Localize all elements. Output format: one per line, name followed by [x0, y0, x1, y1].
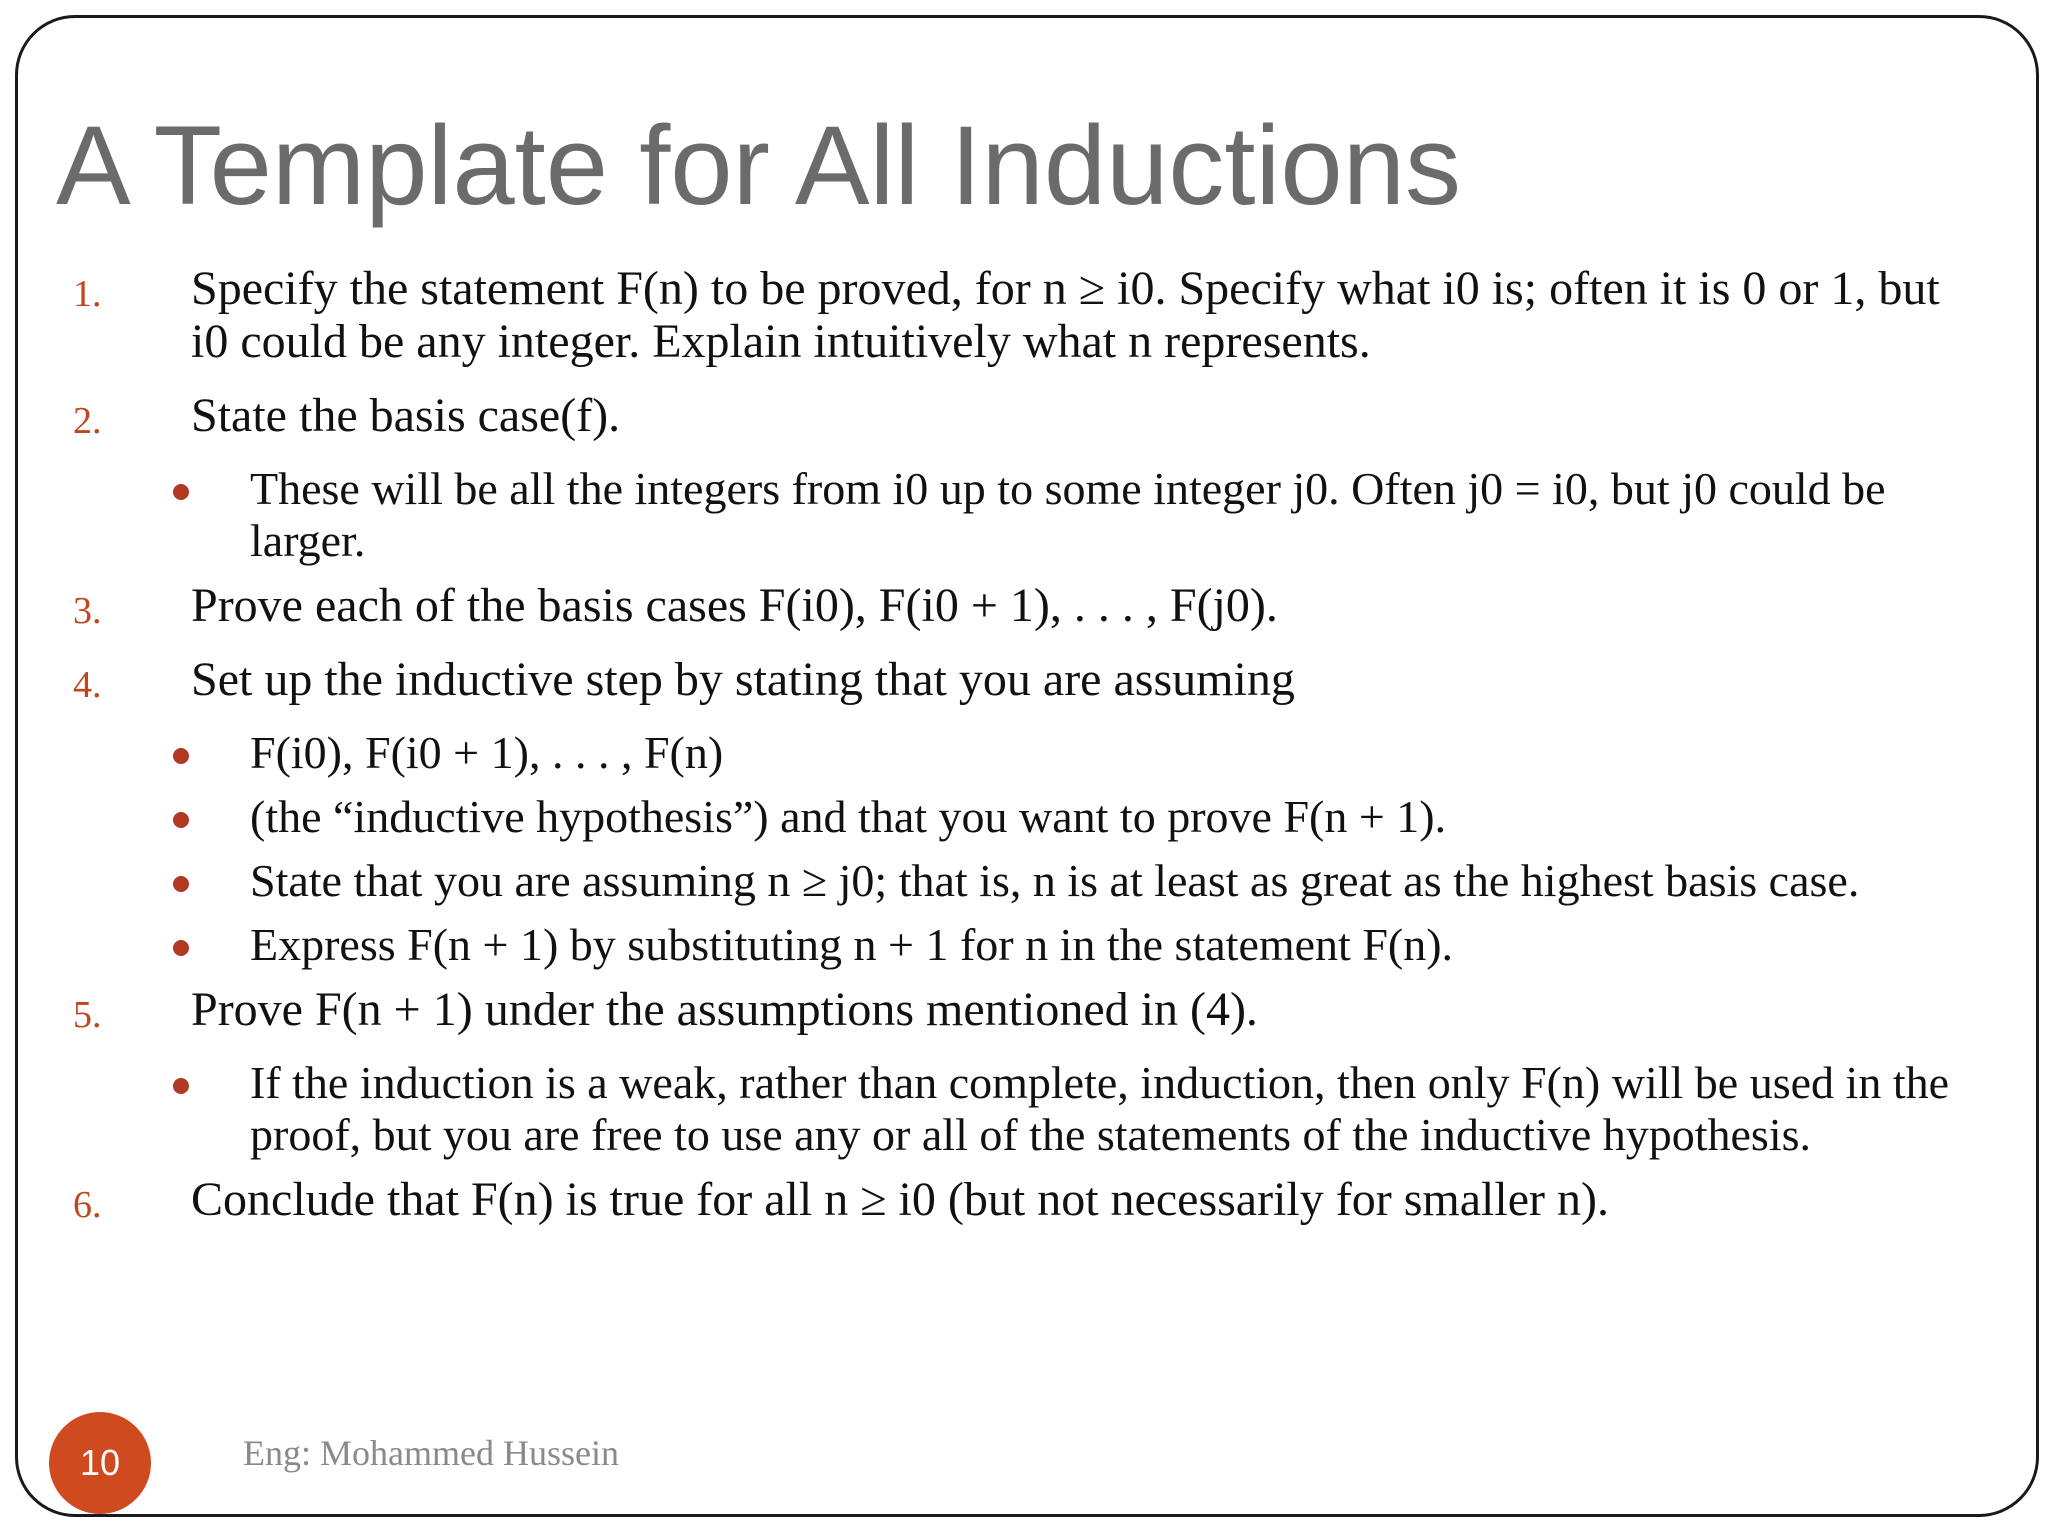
numbered-item-2	[58, 389, 1958, 442]
numbered-item-4	[58, 653, 1958, 706]
item-text: Conclude that F(n) is true for all n ≥ i0 (but not necessarily for smaller n).	[191, 1173, 1609, 1226]
bullet-dot	[173, 748, 189, 764]
bullet-dot	[173, 484, 189, 500]
item-number: 5.	[73, 994, 102, 1036]
slide-body	[58, 262, 1958, 1247]
bullet-item	[58, 1057, 1958, 1161]
bullet-item	[58, 463, 1958, 567]
bullet-item	[58, 791, 1958, 843]
bullet-dot	[173, 1078, 189, 1094]
bullet-text: If the induction is a weak, rather than complete, induction, then only F(n) will be used in the proof, but you are free to use any or all of the statements of the inductive hypothesis.	[250, 1057, 1950, 1160]
bullet-dot	[173, 812, 189, 828]
item-number: 1.	[73, 273, 102, 315]
bullet-item	[58, 919, 1958, 971]
bullet-dot	[173, 876, 189, 892]
bullet-text: Express F(n + 1) by substituting n + 1 for n in the statement F(n).	[250, 919, 1454, 970]
item-number: 3.	[73, 590, 102, 632]
bullet-text: (the “inductive hypothesis”) and that you want to prove F(n + 1).	[250, 791, 1447, 842]
footer-author: Eng: Mohammed Hussein	[243, 1433, 619, 1473]
bullet-text: F(i0), F(i0 + 1), . . . , F(n)	[250, 727, 724, 778]
bullet-dot	[173, 940, 189, 956]
bullet-text: These will be all the integers from i0 up to some integer j0. Often j0 = i0, but j0 could be larger.	[250, 463, 1886, 566]
bullet-text: State that you are assuming n ≥ j0; that is, n is at least as great as the highest basis case.	[250, 855, 1860, 906]
numbered-item-6	[58, 1173, 1958, 1226]
item-number: 2.	[73, 400, 102, 442]
numbered-item-5	[58, 983, 1958, 1036]
item-number: 6.	[73, 1184, 102, 1226]
item-text: Prove F(n + 1) under the assumptions mentioned in (4).	[191, 983, 1258, 1036]
slide-frame	[15, 15, 2039, 1517]
bullet-item	[58, 727, 1958, 779]
item-text: Prove each of the basis cases F(i0), F(i0 + 1), . . . , F(j0).	[191, 579, 1278, 632]
numbered-item-3	[58, 579, 1958, 632]
item-text: Set up the inductive step by stating that you are assuming	[191, 653, 1295, 706]
item-text: State the basis case(f).	[191, 389, 621, 442]
item-text: Specify the statement F(n) to be proved, for n ≥ i0. Specify what i0 is; often it is 0 or 1, but i0 could be any integer. Explain intuitively what n represents.	[191, 262, 1940, 368]
item-number: 4.	[73, 664, 102, 706]
bullet-item	[58, 855, 1958, 907]
slide-title: A Template for All Inductions	[56, 103, 1461, 228]
slide-number-badge: 10	[49, 1412, 151, 1514]
numbered-item-1	[58, 262, 1958, 368]
